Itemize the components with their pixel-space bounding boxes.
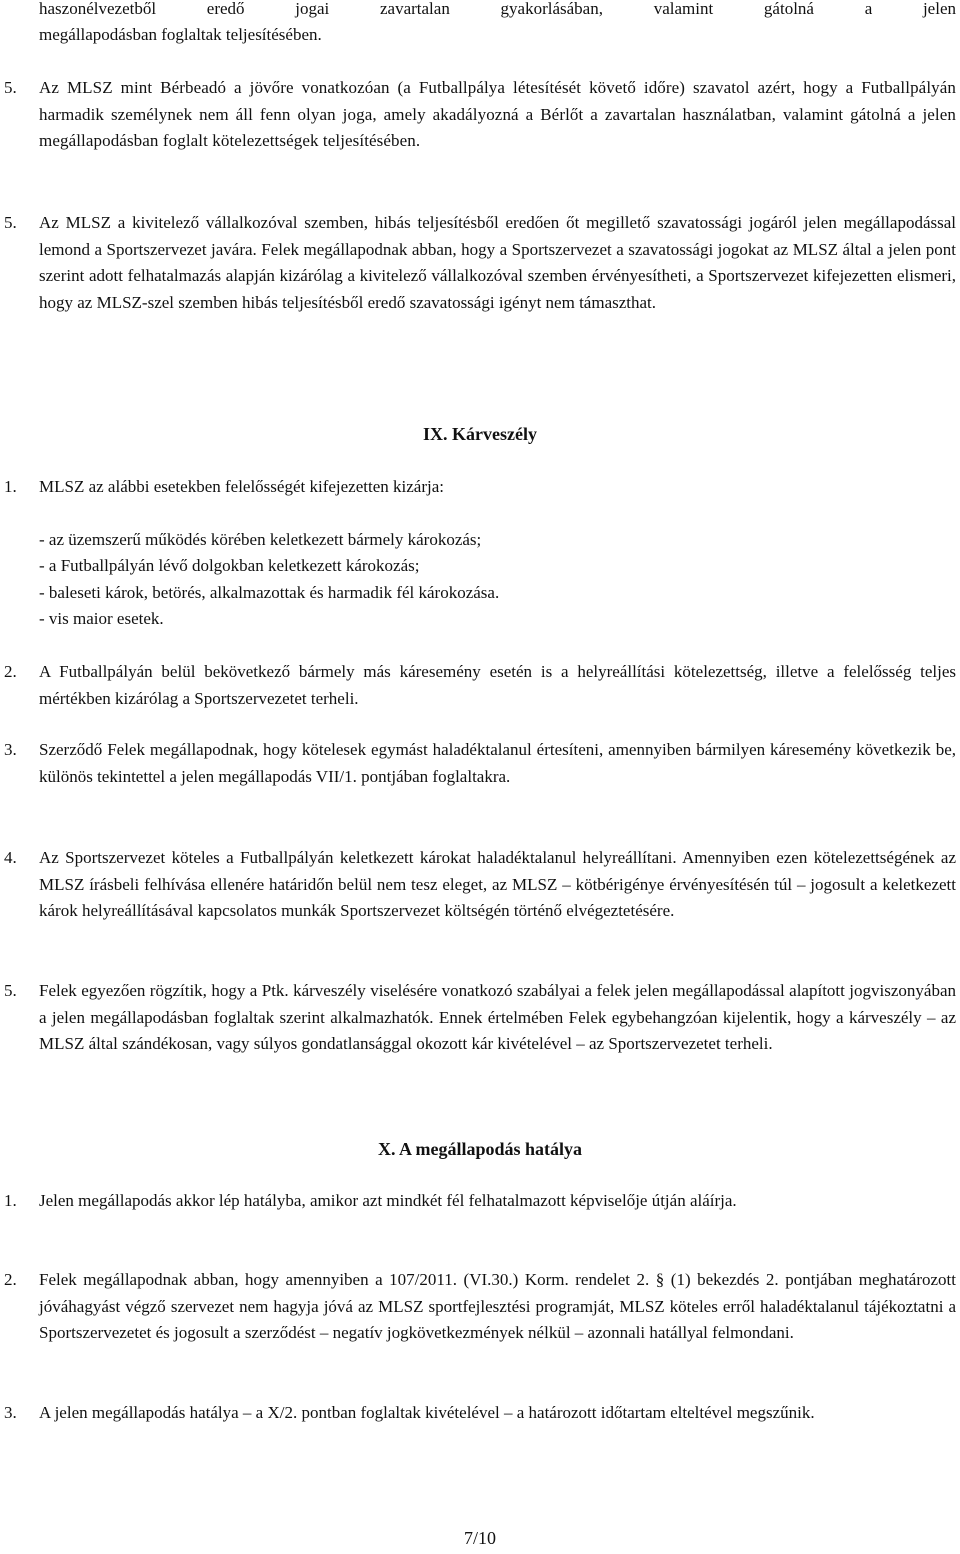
list-item: - a Futballpályán lévő dolgokban keletkezett károkozás; (39, 556, 420, 575)
item-number: 2. (4, 662, 17, 681)
paragraph-x-1: Jelen megállapodás akkor lép hatályba, amikor azt mindkét fél felhatalmazott képviselője útján aláírja. (39, 1191, 737, 1210)
item-number: 3. (4, 1403, 17, 1422)
section-title-x: X. A megállapodás hatálya (377, 1139, 583, 1159)
paragraph-ix-5: Felek egyezően rögzítik, hogy a Ptk. kárveszély viselésére vonatkozó szabályai a felek jelen megállapodással alapított jogviszonyában a jelen megállapodásban foglaltak szerint alkalmazhatók. Ennek értelmében Felek egybehangzóan kijelentik, hogy a kárveszély – az MLSZ által szándékosan, vagy súlyos gondatlansággal okozott kár kivételével – az Sportszervezetet terheli. (39, 981, 956, 1053)
continuation-line-1: haszonélvezetből eredő jogai zavartalan gyakorlásában, valamint gátolná a jelen (39, 0, 956, 18)
item-number: 1. (4, 477, 17, 496)
paragraph-5b: Az MLSZ a kivitelező vállalkozóval szemben, hibás teljesítésből eredően őt megillető szavatossági jogáról jelen megállapodással lemond a Sportszervezet javára. Felek megállapodnak abban, hogy a Sportszervezet a szavatossági jogokat az MLSZ által a jelen pont szerint adott felhatalmazás alapján kizárólag a kivitelező vállalkozóval szemben érvényesítheti, a Sportszervezet kifejezetten elismeri, hogy az MLSZ-szel szemben hibás teljesítésből eredő szavatossági igényt nem támaszthat. (39, 213, 956, 312)
item-number: 5. (4, 981, 17, 1000)
section-title-ix: IX. Kárveszély (423, 424, 537, 444)
page-number: 7/10 (463, 1528, 496, 1548)
paragraph-ix-4: Az Sportszervezet köteles a Futballpályán keletkezett károkat haladéktalanul helyreállítani. Amennyiben ezen kötelezettségének az MLSZ írásbeli felhívása ellenére határidőn belül nem tesz eleget, az MLSZ – kötbérigénye érvényesítésén túl – jogosult a keletkezett károk helyreállításával kapcsolatos munkák Sportszervezet költségén történő elvégeztetésére. (39, 848, 956, 920)
item-number: 5. (4, 213, 17, 232)
paragraph-x-3: A jelen megállapodás hatálya – a X/2. pontban foglaltak kivételével – a határozott időtartam elteltével megszűnik. (39, 1403, 815, 1422)
continuation-line-2: megállapodásban foglaltak teljesítésében. (39, 25, 322, 44)
list-item: - az üzemszerű működés körében keletkezett bármely károkozás; (39, 530, 482, 549)
paragraph-ix-1: MLSZ az alábbi esetekben felelősségét kifejezetten kizárja: (39, 477, 444, 496)
item-number: 2. (4, 1270, 17, 1289)
list-item: - vis maior esetek. (39, 609, 164, 628)
paragraph-5a: Az MLSZ mint Bérbeadó a jövőre vonatkozóan (a Futballpálya létesítését követő időre) szavatol azért, hogy a Futballpályán harmadik személynek nem áll fenn olyan joga, amely akadályozná a Bérlőt a zavartalan használatban, valamint gátolná a jelen megállapodásban foglalt kötelezettségek teljesítésében. (39, 78, 956, 150)
item-number: 5. (4, 78, 17, 97)
item-number: 1. (4, 1191, 17, 1210)
item-number: 4. (4, 848, 17, 867)
paragraph-x-2: Felek megállapodnak abban, hogy amennyiben a 107/2011. (VI.30.) Korm. rendelet 2. § (1) bekezdés 2. pontjában meghatározott jóváhagyást végző szervezet nem hagyja jóvá az MLSZ sportfejlesztési programját, MLSZ köteles erről haladéktalanul tájékoztatni a Sportszervezetet és jogosult a szerződést – negatív jogkövetkezmények nélkül – azonnali hatállyal felmondani. (39, 1270, 956, 1342)
paragraph-ix-2: A Futballpályán belül bekövetkező bármely más káresemény esetén is a helyreállítási kötelezettség, illetve a felelősség teljes mértékben kizárólag a Sportszervezetet terheli. (39, 662, 956, 708)
item-number: 3. (4, 740, 17, 759)
list-item: - baleseti károk, betörés, alkalmazottak és harmadik fél károkozása. (39, 583, 500, 602)
paragraph-ix-3: Szerződő Felek megállapodnak, hogy kötelesek egymást haladéktalanul értesíteni, amennyiben bármilyen káresemény következik be, különös tekintettel a jelen megállapodás VII/1. pontjában foglaltakra. (39, 740, 956, 786)
